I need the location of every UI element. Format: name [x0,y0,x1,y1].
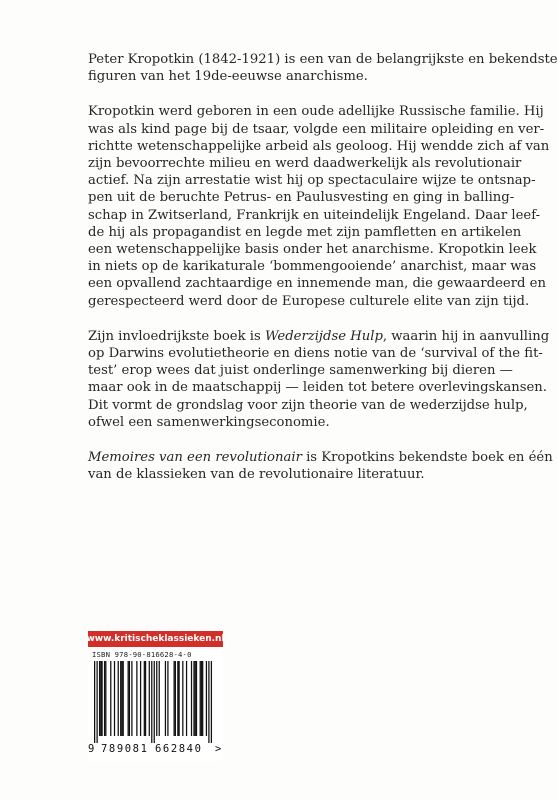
text-line [88,345,543,362]
text-line [88,138,550,155]
barcode-bar [99,661,100,736]
barcode-bar [120,661,121,736]
publisher-url-label: www.kritischeklassieken.nl [88,631,223,647]
text-line [88,51,558,68]
paragraph [88,51,558,85]
text-segment: zijn bevoorrechte milieu en werd daadwerkelijk als revolutionair [88,156,522,172]
paragraph [88,449,553,483]
barcode-bar [156,661,157,736]
text-line [88,155,522,172]
text-line [88,275,546,292]
barcode-bar [123,661,124,736]
text-line [88,68,436,85]
text-segment: Dit vormt de grondslag voor zijn theorie van de wederzijdse hulp, [88,397,528,413]
barcode-bar [118,661,119,736]
barcode-guard-bar [151,661,152,743]
barcode-bar [140,661,141,736]
barcode-bar [178,661,179,736]
barcode-guard-bar [94,661,95,743]
barcode-bar [177,661,178,736]
book-title-italic: Wederzijdse Hulp [264,328,383,344]
text-line [88,172,536,189]
barcode-bar [110,661,111,736]
text-segment: was als kind page bij de tsaar, volgde een militaire opleiding en ver- [88,121,545,137]
barcode-bar [175,661,176,736]
text-segment: ofwel een samenwerkingseconomie. [88,414,330,430]
text-segment: Peter Kropotkin (1842-1921) is een van de belangrijkste en bekendste [88,52,558,67]
barcode-bar [145,661,146,736]
barcode-bar [136,661,137,736]
ean13-barcode [94,661,212,743]
text-segment: van de klassieken van de revolutionaire literatuur. [88,467,425,483]
barcode-guard-bar [154,661,155,743]
barcode-bar [144,661,145,736]
text-segment: de hij als propagandist en legde met zijn pamfletten en artikelen [88,224,522,240]
text-line [88,449,553,466]
text-line [88,328,550,345]
text-segment: actief. Na zijn arrestatie wist hij op spectaculaire wijze te ontsnap- [88,173,536,189]
barcode-bar [121,661,122,736]
text-line [88,414,436,431]
barcode-bar [200,661,201,736]
text-segment: test’ erop wees dat juist onderlinge samenwerking bij dieren — [88,363,513,379]
text-line [88,362,513,379]
isbn-label: ISBN 978-90-816628-4-0 [92,650,192,659]
text-line [88,121,545,138]
text-line [88,397,528,414]
text-segment: een opvallend zachtaardige en innemende man, die gewaardeerd en [88,276,546,292]
barcode-bar [202,661,203,736]
text-segment: pen uit de beruchte Petrus- en Paulusvesting en ging in balling- [88,190,515,206]
barcode-bar [182,661,183,736]
barcode-guard-bar [96,661,97,743]
text-segment: figuren van het 19de-eeuwse anarchisme. [88,69,368,85]
barcode-bar [129,661,130,736]
barcode-bar [131,661,132,736]
barcode-bar [105,661,106,736]
text-line [88,466,436,483]
barcode-bar [165,661,166,736]
barcode-bar [128,661,129,736]
barcode-panel [88,649,223,761]
barcode-bar [206,661,207,736]
barcode-first-digit: 9 [88,743,95,755]
text-segment: op Darwins evolutietheorie en diens notie van de ‘survival of the fit- [88,346,543,362]
barcode-bar [149,661,150,736]
barcode-bar [186,661,187,736]
text-line [88,207,541,224]
barcode-quiet-zone-marker: > [215,743,222,755]
barcode-bar [101,661,102,736]
paragraph [88,103,550,309]
barcode-bar [196,661,197,736]
text-line [88,224,522,241]
barcode-right-group: 662840 [155,743,203,755]
paragraph [88,328,550,431]
barcode-bar [191,661,192,736]
barcode-bar [167,661,168,736]
text-line [88,258,537,275]
barcode-bar [195,661,196,736]
book-title-italic: Memoires van een revolutionair [88,450,302,466]
description-text [88,51,558,501]
text-segment: is Kropotkins bekendste boek en één [301,450,553,466]
barcode-bar [173,661,174,736]
barcode-bar [201,661,202,736]
barcode-bar [104,661,105,736]
text-line [88,241,537,258]
barcode-bar [114,661,115,736]
text-segment: richtte wetenschappelijke arbeid als geoloog. Hij wendde zich af van [88,138,550,154]
text-segment: maar ook in de maatschappij — leiden tot betere overlevingskansen. [88,380,547,396]
text-line [88,293,530,310]
barcode-bar [193,661,194,736]
text-line [88,103,544,120]
barcode-bar [159,661,160,736]
text-segment: in niets op de karikaturale ‘bommengooiende’ anarchist, maar was [88,259,537,275]
barcode-guard-bar [208,661,209,743]
text-segment: Zijn invloedrijkste boek is [88,328,265,344]
barcode-bar [100,661,101,736]
text-segment: gerespecteerd werd door de Europese culturele elite van zijn tijd. [88,293,530,309]
text-segment: Kropotkin werd geboren in een oude adellijke Russische familie. Hij [88,104,544,120]
text-line [88,379,547,396]
text-segment: schap in Zwitserland, Frankrijk en uiteindelijk Engeland. Daar leef- [88,207,541,223]
text-line [88,189,515,206]
text-segment: , waarin hij in aanvulling [382,328,550,344]
text-segment: een wetenschappelijke basis onder het anarchisme. Kropotkin leek [88,242,537,258]
barcode-guard-bar [211,661,212,743]
barcode-left-group: 789081 [101,743,149,755]
